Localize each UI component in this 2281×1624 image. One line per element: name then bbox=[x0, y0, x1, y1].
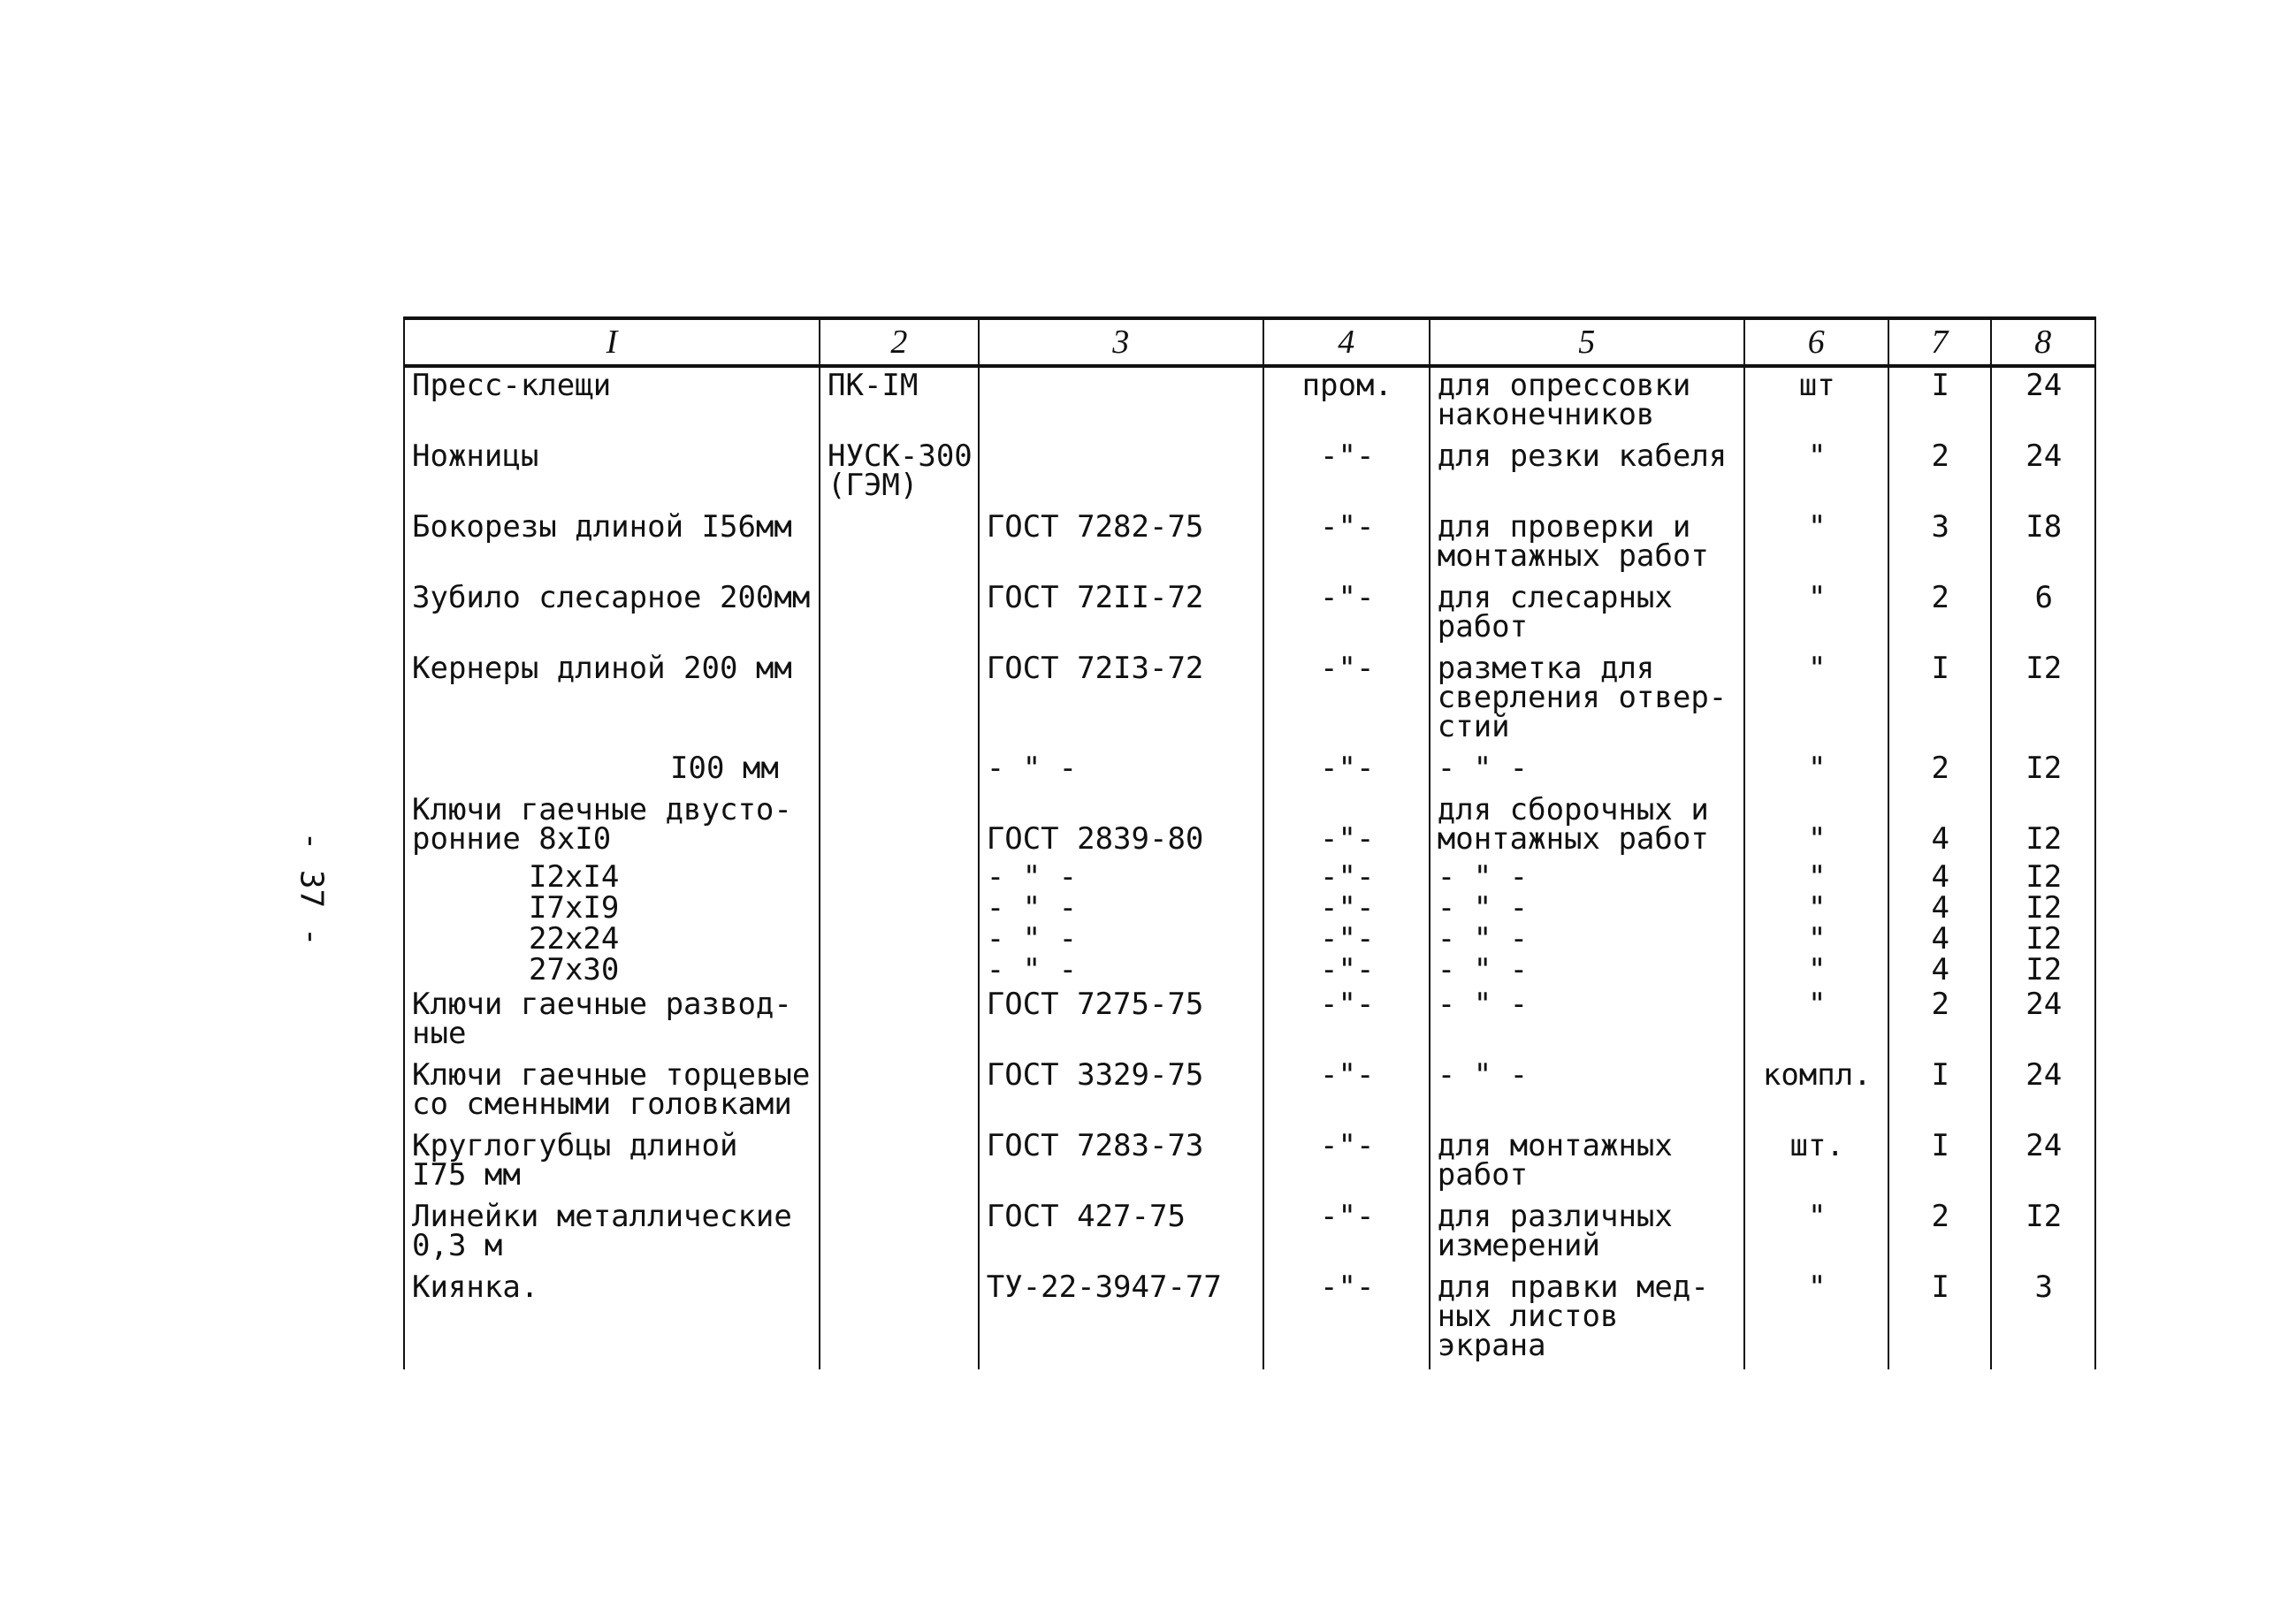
column-header: 2 bbox=[820, 318, 979, 366]
item-model bbox=[820, 580, 979, 651]
item-unit: " bbox=[1744, 751, 1888, 792]
page-number: - 37 - bbox=[293, 831, 330, 947]
item-model bbox=[820, 1199, 979, 1269]
item-service-life: I2 bbox=[1991, 956, 2095, 987]
item-service-life: 24 bbox=[1991, 1128, 2095, 1199]
item-quantity: I bbox=[1888, 1128, 1991, 1199]
item-service-life: 24 bbox=[1991, 1057, 2095, 1128]
item-purpose: для слесарных работ bbox=[1430, 580, 1744, 651]
item-standard: ГОСТ 2839-80 bbox=[979, 792, 1263, 863]
item-unit: " bbox=[1744, 1199, 1888, 1269]
item-service-life: I2 bbox=[1991, 1199, 2095, 1269]
item-unit: шт. bbox=[1744, 1128, 1888, 1199]
table-row bbox=[404, 1199, 2095, 1269]
item-origin: -"- bbox=[1263, 1269, 1430, 1369]
item-quantity: 3 bbox=[1888, 509, 1991, 580]
item-quantity: 2 bbox=[1888, 438, 1991, 509]
table-body bbox=[404, 366, 2095, 1369]
item-origin: -"- bbox=[1263, 1199, 1430, 1269]
item-unit: " bbox=[1744, 863, 1888, 894]
item-service-life: I2 bbox=[1991, 894, 2095, 925]
table-row bbox=[404, 925, 2095, 956]
item-purpose: - " - bbox=[1430, 751, 1744, 792]
item-model: НУСК-300 (ГЭМ) bbox=[820, 438, 979, 509]
specs-table-wrapper bbox=[403, 316, 2096, 1369]
item-name: I00 мм bbox=[404, 751, 820, 792]
item-standard: ГОСТ 7282-75 bbox=[979, 509, 1263, 580]
table-row bbox=[404, 751, 2095, 792]
item-purpose: - " - bbox=[1430, 987, 1744, 1057]
item-name: Ножницы bbox=[404, 438, 820, 509]
item-service-life: I2 bbox=[1991, 651, 2095, 751]
item-quantity: 2 bbox=[1888, 751, 1991, 792]
table-row bbox=[404, 987, 2095, 1057]
column-header: I bbox=[404, 318, 820, 366]
item-quantity: I bbox=[1888, 651, 1991, 751]
item-name: Киянка. bbox=[404, 1269, 820, 1369]
item-unit: " bbox=[1744, 894, 1888, 925]
item-purpose: - " - bbox=[1430, 956, 1744, 987]
item-model: ПК-IМ bbox=[820, 366, 979, 438]
item-unit: " bbox=[1744, 509, 1888, 580]
item-purpose: для резки кабеля bbox=[1430, 438, 1744, 509]
item-purpose: для различных измерений bbox=[1430, 1199, 1744, 1269]
item-purpose: для правки мед- ных листов экрана bbox=[1430, 1269, 1744, 1369]
item-unit: " bbox=[1744, 956, 1888, 987]
item-name: Ключи гаечные торцевые со сменными головками bbox=[404, 1057, 820, 1128]
item-service-life: I8 bbox=[1991, 509, 2095, 580]
table-row bbox=[404, 894, 2095, 925]
item-origin: -"- bbox=[1263, 438, 1430, 509]
item-name: Ключи гаечные двусто- ронние 8хI0 bbox=[404, 792, 820, 863]
item-quantity: I bbox=[1888, 1269, 1991, 1369]
item-name: 27х30 bbox=[404, 956, 820, 987]
item-standard: ГОСТ 7275-75 bbox=[979, 987, 1263, 1057]
item-origin: -"- bbox=[1263, 894, 1430, 925]
item-model bbox=[820, 1128, 979, 1199]
item-model bbox=[820, 1057, 979, 1128]
item-origin: -"- bbox=[1263, 580, 1430, 651]
table-row bbox=[404, 1057, 2095, 1128]
item-model bbox=[820, 1269, 979, 1369]
item-purpose: - " - bbox=[1430, 1057, 1744, 1128]
item-model bbox=[820, 751, 979, 792]
item-standard: - " - bbox=[979, 894, 1263, 925]
table-row bbox=[404, 438, 2095, 509]
item-service-life: 3 bbox=[1991, 1269, 2095, 1369]
item-name: Бокорезы длиной I56мм bbox=[404, 509, 820, 580]
table-row bbox=[404, 863, 2095, 894]
item-purpose: для сборочных и монтажных работ bbox=[1430, 792, 1744, 863]
item-quantity: 4 bbox=[1888, 925, 1991, 956]
item-unit: " bbox=[1744, 1269, 1888, 1369]
item-model bbox=[820, 863, 979, 894]
item-model bbox=[820, 509, 979, 580]
item-service-life: I2 bbox=[1991, 751, 2095, 792]
item-model bbox=[820, 956, 979, 987]
column-header: 8 bbox=[1991, 318, 2095, 366]
table-row bbox=[404, 651, 2095, 751]
column-header: 4 bbox=[1263, 318, 1430, 366]
item-standard: - " - bbox=[979, 925, 1263, 956]
item-unit: шт bbox=[1744, 366, 1888, 438]
item-name: I7хI9 bbox=[404, 894, 820, 925]
item-service-life: I2 bbox=[1991, 863, 2095, 894]
item-unit: " bbox=[1744, 580, 1888, 651]
item-purpose: для монтажных работ bbox=[1430, 1128, 1744, 1199]
item-name: Кернеры длиной 200 мм bbox=[404, 651, 820, 751]
item-name: Круглогубцы длиной I75 мм bbox=[404, 1128, 820, 1199]
item-name: Пресс-клещи bbox=[404, 366, 820, 438]
item-origin: -"- bbox=[1263, 1057, 1430, 1128]
item-standard: - " - bbox=[979, 751, 1263, 792]
item-quantity: 4 bbox=[1888, 956, 1991, 987]
table-row bbox=[404, 1128, 2095, 1199]
item-quantity: 2 bbox=[1888, 580, 1991, 651]
item-standard: ГОСТ 72II-72 bbox=[979, 580, 1263, 651]
item-quantity: I bbox=[1888, 1057, 1991, 1128]
item-purpose: для опрессовки наконечников bbox=[1430, 366, 1744, 438]
column-header: 7 bbox=[1888, 318, 1991, 366]
item-standard: ТУ-22-3947-77 bbox=[979, 1269, 1263, 1369]
item-standard: - " - bbox=[979, 956, 1263, 987]
item-standard: ГОСТ 7283-73 bbox=[979, 1128, 1263, 1199]
column-header: 5 bbox=[1430, 318, 1744, 366]
item-quantity: 2 bbox=[1888, 987, 1991, 1057]
item-standard bbox=[979, 366, 1263, 438]
item-origin: -"- bbox=[1263, 792, 1430, 863]
item-purpose: разметка для сверления отвер- стий bbox=[1430, 651, 1744, 751]
item-service-life: I2 bbox=[1991, 925, 2095, 956]
item-quantity: I bbox=[1888, 366, 1991, 438]
item-unit: " bbox=[1744, 651, 1888, 751]
item-origin: -"- bbox=[1263, 956, 1430, 987]
item-origin: -"- bbox=[1263, 987, 1430, 1057]
item-name: Ключи гаечные развод- ные bbox=[404, 987, 820, 1057]
item-name: Линейки металлические 0,3 м bbox=[404, 1199, 820, 1269]
item-unit: " bbox=[1744, 438, 1888, 509]
item-origin: -"- bbox=[1263, 509, 1430, 580]
item-quantity: 4 bbox=[1888, 792, 1991, 863]
item-standard: ГОСТ 427-75 bbox=[979, 1199, 1263, 1269]
item-standard: - " - bbox=[979, 863, 1263, 894]
column-header: 6 bbox=[1744, 318, 1888, 366]
item-model bbox=[820, 792, 979, 863]
item-name: Зубило слесарное 200мм bbox=[404, 580, 820, 651]
item-quantity: 2 bbox=[1888, 1199, 1991, 1269]
table-row bbox=[404, 580, 2095, 651]
table-row bbox=[404, 792, 2095, 863]
item-origin: -"- bbox=[1263, 751, 1430, 792]
item-name: 22х24 bbox=[404, 925, 820, 956]
item-purpose: - " - bbox=[1430, 894, 1744, 925]
item-service-life: 24 bbox=[1991, 987, 2095, 1057]
item-origin: -"- bbox=[1263, 1128, 1430, 1199]
item-quantity: 4 bbox=[1888, 894, 1991, 925]
table-row bbox=[404, 956, 2095, 987]
item-model bbox=[820, 651, 979, 751]
item-model bbox=[820, 925, 979, 956]
item-origin: -"- bbox=[1263, 863, 1430, 894]
table-row bbox=[404, 1269, 2095, 1369]
table-row bbox=[404, 509, 2095, 580]
item-standard bbox=[979, 438, 1263, 509]
item-service-life: 24 bbox=[1991, 438, 2095, 509]
item-purpose: - " - bbox=[1430, 863, 1744, 894]
item-service-life: 24 bbox=[1991, 366, 2095, 438]
table-row bbox=[404, 366, 2095, 438]
item-purpose: - " - bbox=[1430, 925, 1744, 956]
item-unit: " bbox=[1744, 792, 1888, 863]
item-standard: ГОСТ 72I3-72 bbox=[979, 651, 1263, 751]
column-header: 3 bbox=[979, 318, 1263, 366]
item-purpose: для проверки и монтажных работ bbox=[1430, 509, 1744, 580]
item-service-life: 6 bbox=[1991, 580, 2095, 651]
item-model bbox=[820, 987, 979, 1057]
item-unit: компл. bbox=[1744, 1057, 1888, 1128]
specs-table bbox=[403, 316, 2096, 1369]
item-origin: пром. bbox=[1263, 366, 1430, 438]
item-model bbox=[820, 894, 979, 925]
item-origin: -"- bbox=[1263, 925, 1430, 956]
item-unit: " bbox=[1744, 987, 1888, 1057]
header-row bbox=[404, 318, 2095, 366]
item-origin: -"- bbox=[1263, 651, 1430, 751]
item-standard: ГОСТ 3329-75 bbox=[979, 1057, 1263, 1128]
item-quantity: 4 bbox=[1888, 863, 1991, 894]
item-unit: " bbox=[1744, 925, 1888, 956]
item-service-life: I2 bbox=[1991, 792, 2095, 863]
item-name: I2хI4 bbox=[404, 863, 820, 894]
